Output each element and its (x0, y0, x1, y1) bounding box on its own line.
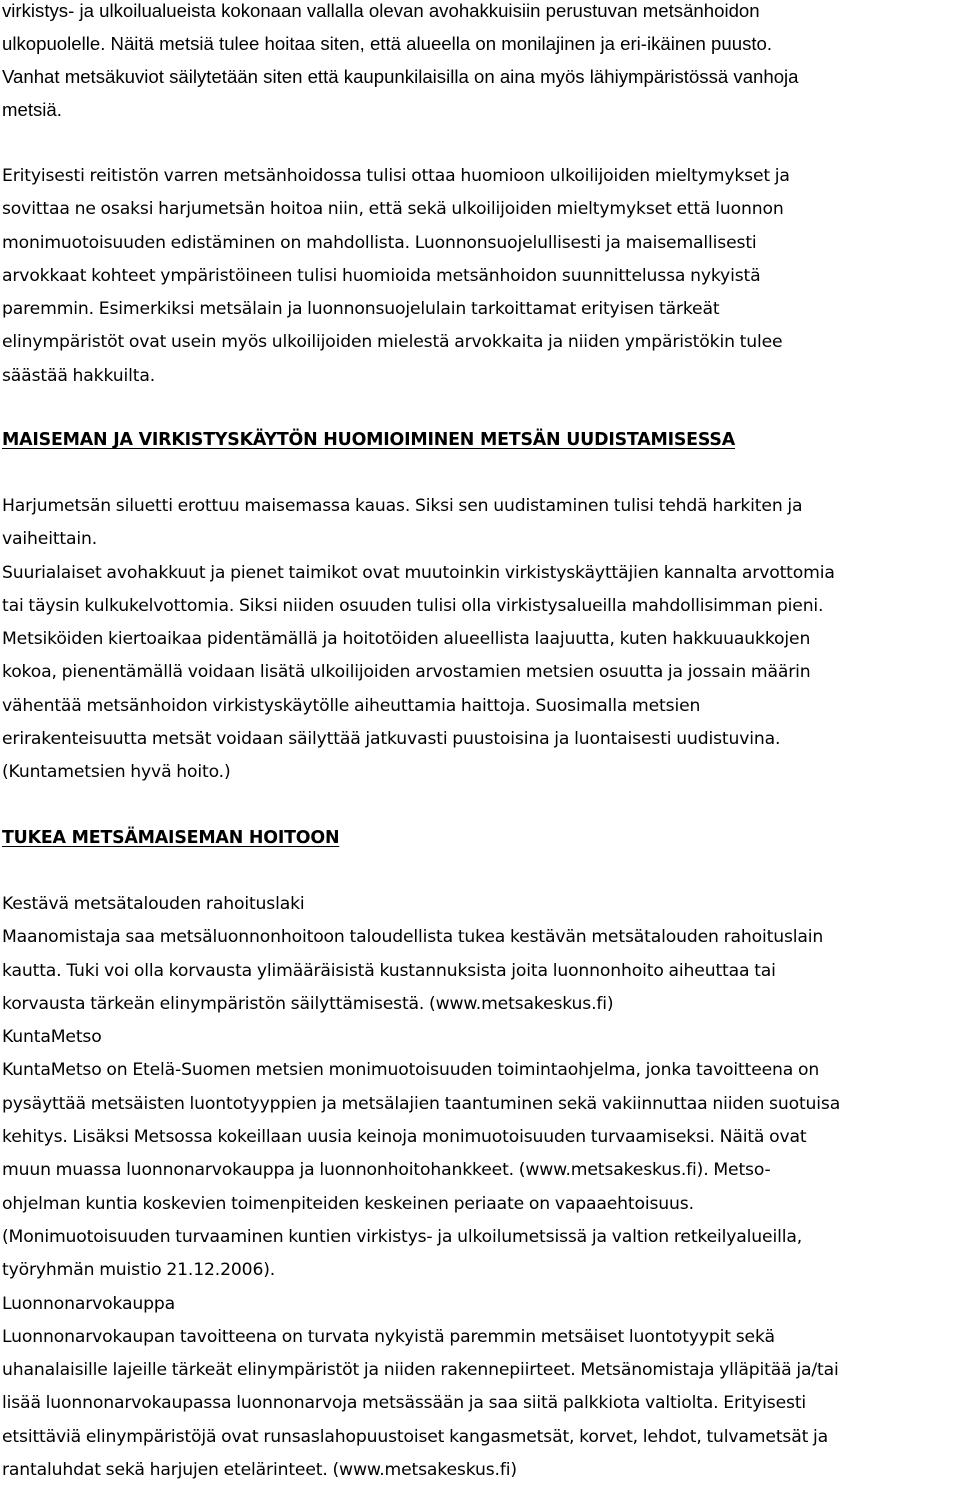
section-maisema-text: Harjumetsän siluetti erottuu maisemassa kauas. Siksi sen uudistaminen tulisi tehdä harkiten ja vaiheittain. Suurialaiset avohakkuut ja pienet taimikot ovat muutoinkin virkistyskäyttäjien kannalta arvottomia tai täysin kulkukelvottomia. Siksi niiden osuuden tulisi olla virkistysalueilla mahdollisimman pieni. Metsiköiden kiertoaikaa pidentämällä ja hoitotöiden alueellista laajuutta, kuten hakkuuaukkojen kokoa, pienentämällä voidaan lisätä ulkoilijoiden arvostamien metsien osuutta ja jossain määrin vähentää metsänhoidon virkistyskäytölle aiheuttamia haittoja. Suosimalla metsien erirakenteisuutta metsät voidaan säilyttää jatkuvasti puustoisina ja luontaisesti uudistuvina. (Kuntametsien hyvä hoito.) (2, 496, 835, 783)
section-heading-maisema: MAISEMAN JA VIRKISTYSKÄYTÖN HUOMIOIMINEN METSÄN UUDISTAMISESSA (2, 430, 735, 450)
section-tukea-text: Kestävä metsätalouden rahoituslaki Maanomistaja saa metsäluonnonhoitoon taloudellista tukea kestävän metsätalouden rahoituslain kautta. Tuki voi olla korvausta ylimääräisistä kustannuksista joita luonnonhoito aiheuttaa tai korvausta tärkeän elinympäristön säilyttämisestä. (www.metsakeskus.fi) KuntaMetso KuntaMetso on Etelä-Suomen metsien monimuotoisuuden toimintaohjelma, jonka tavoitteena on pysäyttää metsäisten luontotyyppien ja metsälajien taantuminen sekä vakiinnuttaa niiden suotuisa kehitys. Lisäksi Metsossa kokeillaan uusia keinoja monimuotoisuuden turvaamiseksi. Näitä ovat muun muassa luonnonarvokauppa ja luonnonhoitohankkeet. (www.metsakeskus.fi). Metso- ohjelman kuntia koskevien toimenpiteiden keskeinen periaate on vapaaehtoisuus. (Monimuotoisuuden turvaaminen kuntien virkistys- ja ulkoilumetsissä ja valtion retkeilyalueilla, työryhmän muistio 21.12.2006). Luonnonarvokauppa Luonnonarvokaupan tavoitteena on turvata nykyistä paremmin metsäiset luontotyypit sekä uhanalaisille lajeille tärkeät elinympäristöt ja niiden rakennepiirteet. Metsänomistaja ylläpitää ja/tai lisää luonnonarvokaupassa luonnonarvoja metsässään ja saa siitä palkkiota valtiolta. Erityisesti etsittäviä elinympäristöjä ovat runsaslahopuustoiset kangasmetsät, korvet, lehdot, tulvametsät ja rantaluhdat sekä harjujen etelärinteet. (www.metsakeskus.fi) (2, 894, 841, 1481)
intro-paragraph: virkistys- ja ulkoilualueista kokonaan vallalla olevan avohakkuisiin perustuvan metsänhoidon ulkopuolelle. Näitä metsiä tulee hoitaa siten, että alueella on monilajinen ja eri-ikäinen puusto. Vanhat metsäkuviot säilytetään siten että kaupunkilaisilla on aina myös lähiympäristössä vanhoja metsiä. (2, 0, 799, 120)
section-heading-tukea: TUKEA METSÄMAISEMAN HOITOON (2, 828, 340, 848)
reitisto-paragraph: Erityisesti reitistön varren metsänhoidossa tulisi ottaa huomioon ulkoilijoiden mieltymykset ja sovittaa ne osaksi harjumetsän hoitoa niin, että sekä ulkoilijoiden mieltymykset että luonnon monimuotoisuuden edistäminen on mahdollista. Luonnonsuojelullisesti ja maisemallisesti arvokkaat kohteet ympäristöineen tulisi huomioida metsänhoidon suunnittelussa nykyistä paremmin. Esimerkiksi metsälain ja luonnonsuojelulain tarkoittamat erityisen tärkeät elinympäristöt ovat usein myös ulkoilijoiden mielestä arvokkaita ja niiden ympäristökin tulee säästää hakkuilta. (2, 166, 790, 386)
